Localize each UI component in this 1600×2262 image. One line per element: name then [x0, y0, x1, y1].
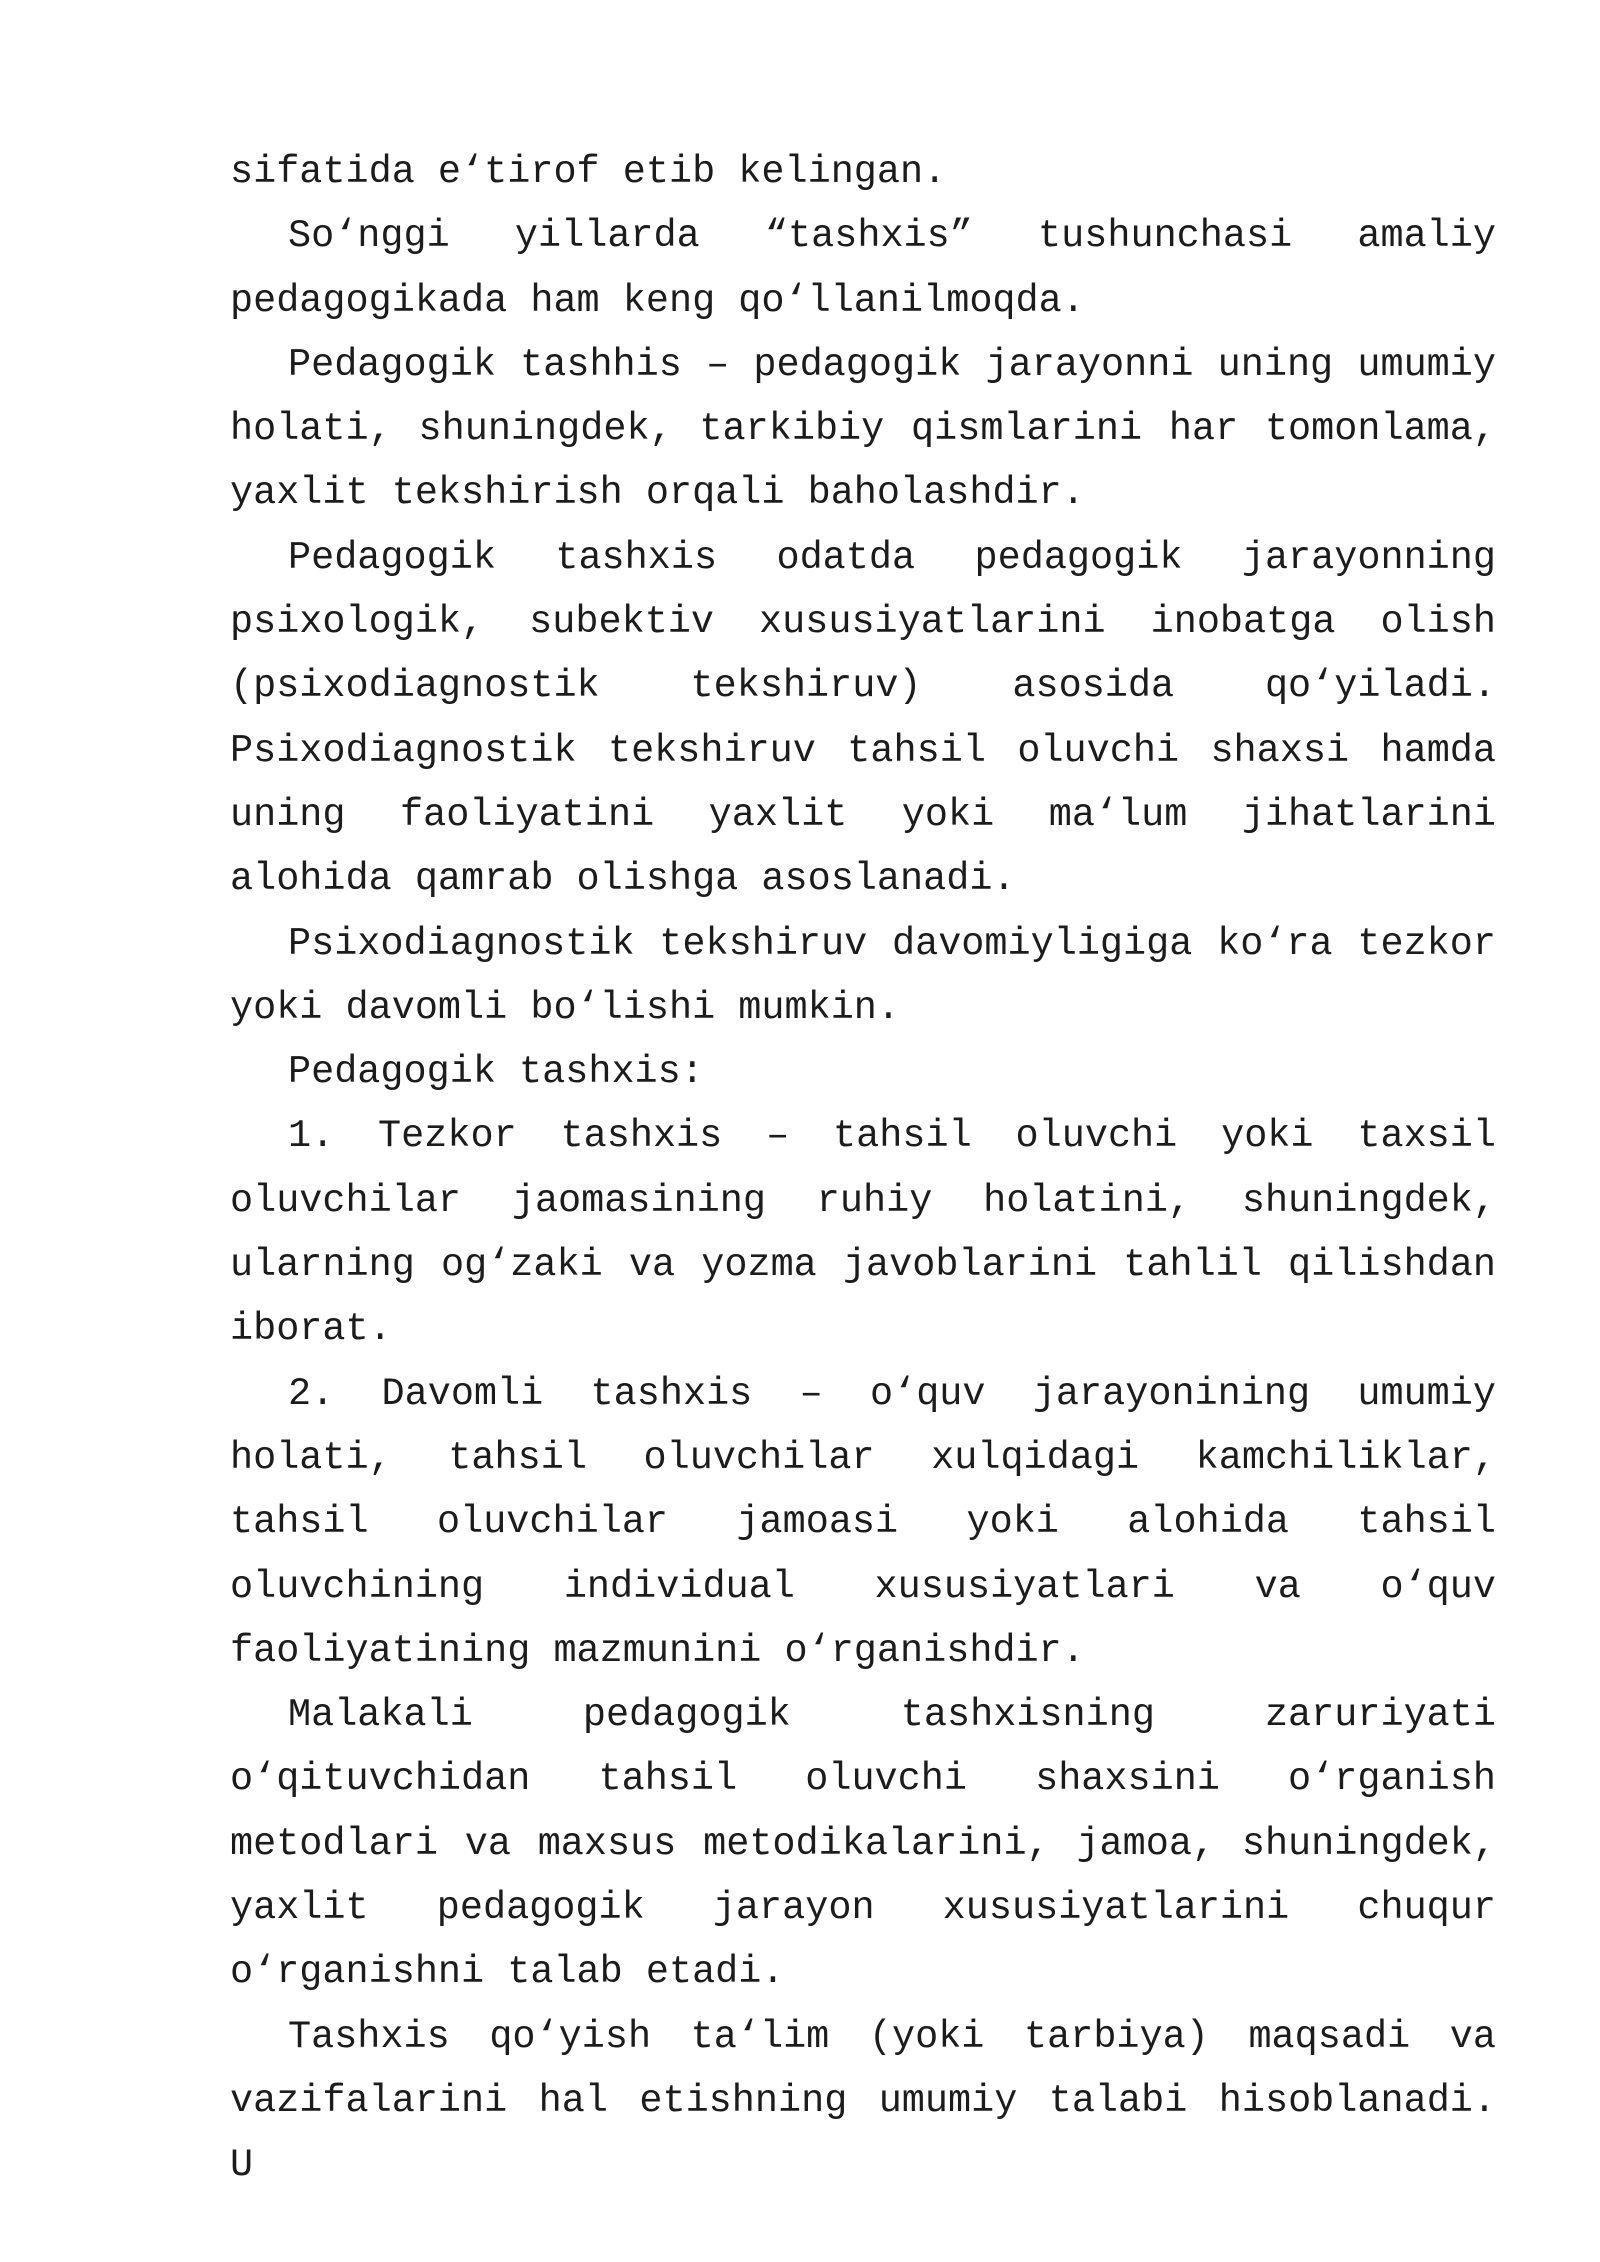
list-item-quick-diagnosis: 1. Tezkor tashxis – tahsil oluvchi yoki taxsil oluvchilar jaomasining ruhiy holatini, shuningdek, ularning og‘zaki va yozma javoblarini tahlil qilishdan iborat. [230, 1114, 1496, 1352]
paragraph-diagnosis-requirement: Tashxis qo‘yish ta‘lim (yoki tarbiya) maqsadi va vazifalarini hal etishning umumiy talabi hisoblanadi. U [230, 2014, 1496, 2188]
paragraph-duration: Psixodiagnostik tekshiruv davomiyligiga ko‘ra tezkor yoki davomli bo‘lishi mumkin. [230, 921, 1496, 1030]
paragraph-continuation: sifatida e‘tirof etib kelingan. [230, 150, 947, 194]
paragraph-list-heading: Pedagogik tashxis: [288, 1050, 704, 1095]
document-page [230, 140, 1496, 2198]
paragraph-tashxis-term: So‘nggi yillarda “tashxis” tushunchasi amaliy pedagogikada ham keng qo‘llanilmoqda. [230, 214, 1496, 323]
paragraph-qualified-diagnosis: Malakali pedagogik tashxisning zaruriyati o‘qituvchidan tahsil oluvchi shaxsini o‘rganish metodlari va maxsus metodikalarini, jamoa, shuningdek, yaxlit pedagogik jarayon xususiyatlarini chuqur o‘rganishni talab etadi. [230, 1693, 1496, 1995]
list-item-long-diagnosis: 2. Davomli tashxis – o‘quv jarayonining umumiy holati, tahsil oluvchilar xulqidagi kamchiliklar, tahsil oluvchilar jamoasi yoki alohida tahsil oluvchining individual xususiyatlari va o‘quv faoliyatining mazmunini o‘rganishdir. [230, 1371, 1496, 1673]
paragraph-tashhis-definition: Pedagogik tashhis – pedagogik jarayonni uning umumiy holati, shuningdek, tarkibiy qismlarini har tomonlama, yaxlit tekshirish orqali baholashdir. [230, 342, 1496, 516]
paragraph-psychological-basis: Pedagogik tashxis odatda pedagogik jarayonning psixologik, subektiv xususiyatlarini inobatga olish (psixodiagnostik tekshiruv) asosida qo‘yiladi. Psixodiagnostik tekshiruv tahsil oluvchi shaxsi hamda uning faoliyatini yaxlit yoki ma‘lum jihatlarini alohida qamrab olishga asoslanadi. [230, 535, 1496, 902]
